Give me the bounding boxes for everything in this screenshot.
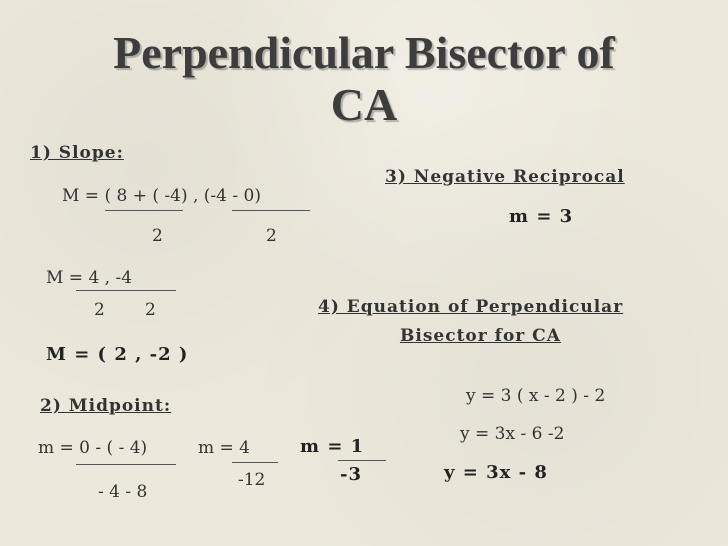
reciprocal-result: m = 3 [509,206,574,227]
slope-step1-numerator: M = ( 8 + ( -4) , (-4 - 0) [62,186,261,206]
slope-result: M = ( 2 , -2 ) [46,344,189,365]
midpoint-heading: 2) Midpoint: [40,396,172,416]
midpoint-result-denominator: -3 [340,464,362,485]
equation-heading-line2: Bisector for CA [400,326,561,346]
slope-step2-numerator: M = 4 , -4 [46,268,133,288]
midpoint-result-numerator: m = 1 [300,436,365,457]
slope-heading: 1) Slope: [30,143,124,163]
fraction-bar [232,210,310,211]
fraction-bar [76,290,176,291]
midpoint-numerator: m = 0 - ( - 4) [38,438,148,458]
equation-step2: y = 3x - 6 -2 [460,424,565,444]
slope-step2-denominator-b: 2 [145,300,156,320]
fraction-bar [338,460,386,461]
fraction-bar [76,464,176,465]
slope-step2-denominator-a: 2 [94,300,105,320]
slide-title-line2: CA [330,79,398,130]
fraction-bar [232,462,278,463]
equation-result: y = 3x - 8 [444,462,548,483]
fraction-bar [105,210,183,211]
equation-step1: y = 3 ( x - 2 ) - 2 [466,386,606,406]
slope-step1-denominator-a: 2 [152,226,163,246]
slope-step1-denominator-b: 2 [266,226,277,246]
equation-heading-line1: 4) Equation of Perpendicular [318,297,624,317]
reciprocal-heading: 3) Negative Reciprocal [385,167,625,187]
midpoint-simplified-numerator: m = 4 [198,438,250,458]
midpoint-simplified-denominator: -12 [238,470,266,490]
slide-title-line1: Perpendicular Bisector of [113,27,615,78]
midpoint-denominator: - 4 - 8 [98,482,148,502]
